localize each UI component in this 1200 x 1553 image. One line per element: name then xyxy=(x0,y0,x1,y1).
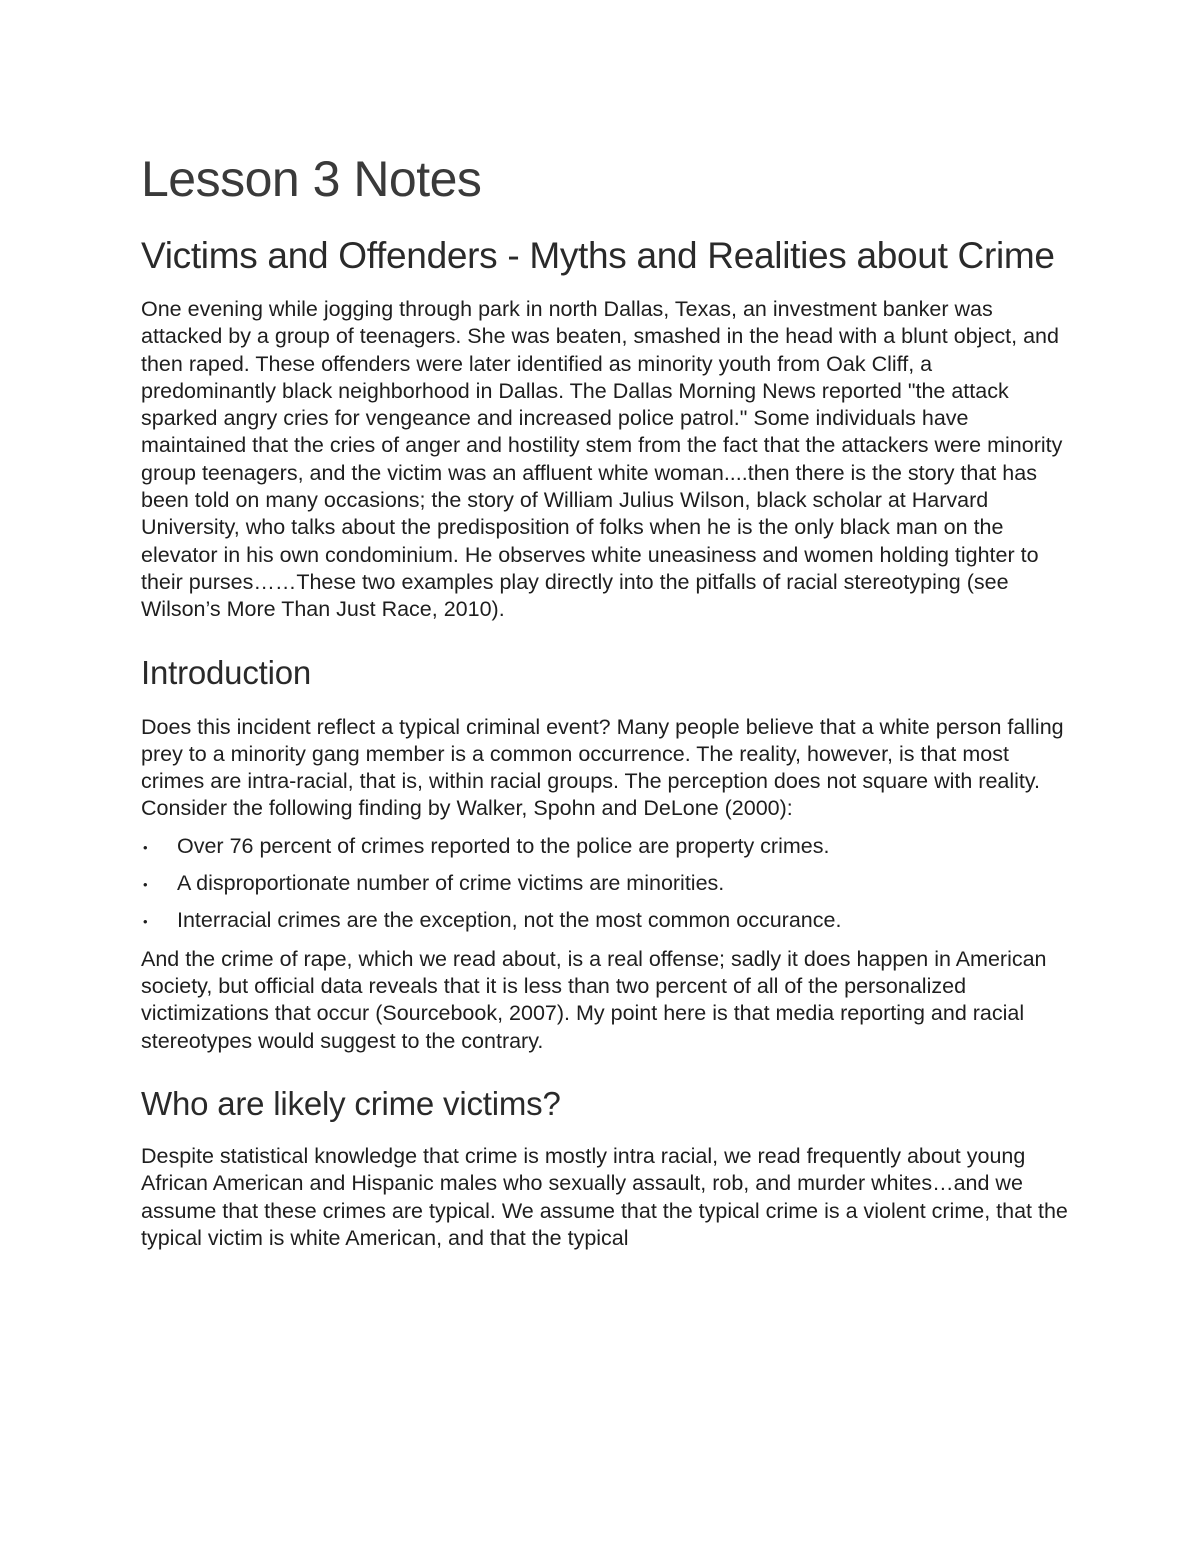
list-item xyxy=(141,870,1071,897)
document-page xyxy=(141,148,1071,1252)
document-title: Lesson 3 Notes xyxy=(141,151,482,207)
document-subtitle: Victims and Offenders - Myths and Realities about Crime xyxy=(141,235,1055,276)
heading-introduction: Introduction xyxy=(141,653,312,691)
list-item xyxy=(141,833,1071,860)
bullet-icon: • xyxy=(143,876,148,892)
heading-likely-victims: Who are likely crime victims? xyxy=(141,1084,561,1122)
list-item-text: Over 76 percent of crimes reported to the police are property crimes. xyxy=(177,833,830,858)
paragraph-likely-victims: Despite statistical knowledge that crime is mostly intra racial, we read frequently about young African American and Hispanic males who sexually assault, rob, and murder whites…and we assume that these crimes are typical. We assume that the typical crime is a violent crime, that the typical victim is white American, and that the typical xyxy=(141,1143,1068,1250)
paragraph-opening-story: One evening while jogging through park in north Dallas, Texas, an investment banker was attacked by a group of teenagers. She was beaten, smashed in the head with a blunt object, and then raped. These offenders were later identified as minority youth from Oak Cliff, a predominantly black neighborhood in Dallas. The Dallas Morning News reported "the attack sparked angry cries for vengeance and increased police patrol." Some individuals have maintained that the cries of anger and hostility stem from the fact that the attackers were minority group teenagers, and the victim was an affluent white woman....then there is the story that has been told on many occasions; the story of William Julius Wilson, black scholar at Harvard University, who talks about the predisposition of folks when he is the only black man on the elevator in his own condominium. He observes white uneasiness and women holding tighter to their purses……These two examples play directly into the pitfalls of racial stereotyping (see Wilson’s More Than Just Race, 2010). xyxy=(141,297,1063,622)
list-item-text: Interracial crimes are the exception, not the most common occurance. xyxy=(177,907,842,932)
paragraph-introduction: Does this incident reflect a typical criminal event? Many people believe that a white person falling prey to a minority gang member is a common occurrence. The reality, however, is that most crimes are intra-racial, that is, within racial groups. The perception does not square with reality. Consider the following finding by Walker, Spohn and DeLone (2000): xyxy=(141,714,1064,821)
bullet-icon: • xyxy=(143,839,148,855)
bullet-icon: • xyxy=(143,913,148,929)
paragraph-rape-statistics: And the crime of rape, which we read about, is a real offense; sadly it does happen in American society, but official data reveals that it is less than two percent of all of the personalized victimizations that occur (Sourcebook, 2007). My point here is that media reporting and racial stereotypes would suggest to the contrary. xyxy=(141,946,1047,1053)
list-item xyxy=(141,907,1071,934)
findings-list xyxy=(141,833,1071,934)
list-item-text: A disproportionate number of crime victims are minorities. xyxy=(177,870,725,895)
